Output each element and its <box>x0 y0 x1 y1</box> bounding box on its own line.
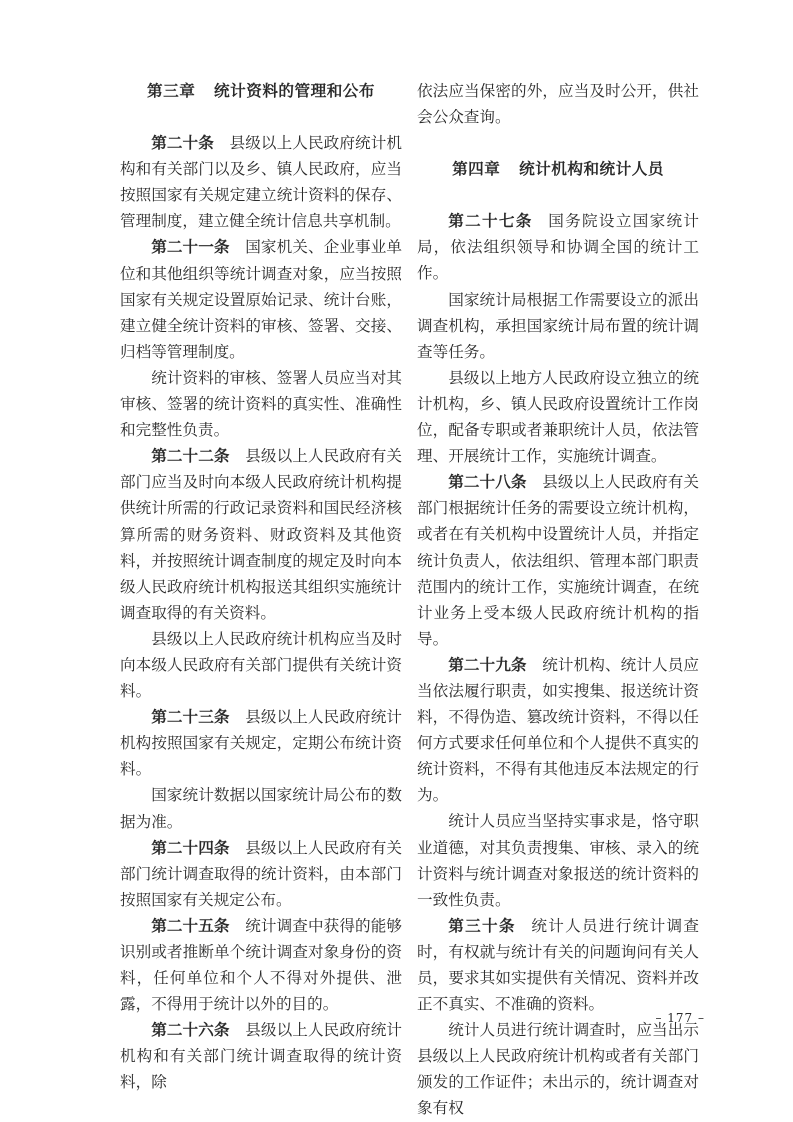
article-27 <box>417 208 699 286</box>
article-text: 统计人员进行统计调查时，有权就与统计有关的问题询问有关人员，要求其如实提供有关情况、资料并改正不真实、不准确的资料。 <box>417 916 699 1014</box>
chapter-title: 统计机构和统计人员 <box>519 160 664 179</box>
article-text: 县级以上人民政府统计机构和有关部门以及乡、镇人民政府，应当按照国家有关规定建立统计资料的保存、管理制度，建立健全统计信息共享机制。 <box>120 134 402 231</box>
article-27-paragraph-3: 县级以上地方人民政府设立独立的统计机构，乡、镇人民政府设置统计工作岗位，配备专职或者兼职统计人员，依法管理、开展统计工作，实施统计调查。 <box>417 368 699 466</box>
article-29-paragraph-2: 统计人员应当坚持实事求是，恪守职业道德，对其负责搜集、审核、录入的统计资料与统计调查对象报送的统计资料的一致性负责。 <box>417 812 699 909</box>
article-text: 县级以上人民政府有关部门统计调查取得的统计资料，由本部门按照国家有关规定公布。 <box>120 838 402 909</box>
article-23-paragraph-2: 国家统计数据以国家统计局公布的数据为准。 <box>120 786 402 831</box>
article-text: 国务院设立国家统计局，依法组织领导和协调全国的统计工作。 <box>417 212 699 283</box>
article-label: 第二十四条 <box>151 838 230 857</box>
article-label: 第二十九条 <box>448 655 527 674</box>
article-27-paragraph-2: 国家统计局根据工作需要设立的派出调查机构，承担国家统计局布置的统计调查等任务。 <box>417 290 699 361</box>
article-25 <box>120 913 402 1017</box>
page-number: – 177 – <box>655 1011 705 1025</box>
chapter-number: 第三章 <box>147 82 196 100</box>
article-label: 第二十三条 <box>151 708 230 727</box>
left-column <box>120 78 402 1096</box>
article-30-paragraph-2: 统计人员进行统计调查时，应当出示县级以上人民政府统计机构或者有关部门颁发的工作证件；未出示的，统计调查对象有权 <box>417 1021 699 1118</box>
article-22 <box>120 443 402 626</box>
article-30 <box>417 913 699 1017</box>
article-label: 第二十条 <box>151 134 214 153</box>
article-text: 国家机关、企业事业单位和其他组织等统计调查对象，应当按照国家有关规定设置原始记录、统计台账，建立健全统计资料的审核、签署、交接、归档等管理制度。 <box>120 238 402 361</box>
article-22-paragraph-2: 县级以上人民政府统计机构应当及时向本级人民政府有关部门提供有关统计资料。 <box>120 629 402 701</box>
chapter-title: 统计资料的管理和公布 <box>214 82 375 100</box>
article-24 <box>120 835 402 913</box>
article-label: 第三十条 <box>448 916 516 935</box>
article-text: 县级以上人民政府有关部门根据统计任务的需要设立统计机构，或者在有关机构中设置统计人员，并指定统计负责人，依法组织、管理本部门职责范围内的统计工作，实施统计调查，在统计业务上受本级人民政府统计机构的指导。 <box>417 473 699 648</box>
article-label: 第二十五条 <box>151 916 230 935</box>
article-text: 统计调查中获得的能够识别或者推断单个统计调查对象身份的资料，任何单位和个人不得对外提供、泄露，不得用于统计以外的目的。 <box>120 916 402 1014</box>
article-26 <box>120 1017 402 1095</box>
article-label: 第二十一条 <box>151 238 230 257</box>
chapter-three-heading <box>120 78 402 104</box>
article-label: 第二十八条 <box>448 473 527 492</box>
article-label: 第二十六条 <box>151 1021 230 1040</box>
article-label: 第二十二条 <box>151 447 230 466</box>
chapter-number: 第四章 <box>452 160 501 179</box>
article-text: 县级以上人民政府统计机构按照国家有关规定，定期公布统计资料。 <box>120 708 402 779</box>
article-21-paragraph-2: 统计资料的审核、签署人员应当对其审核、签署的统计资料的真实性、准确性和完整性负责。 <box>120 368 402 440</box>
article-28 <box>417 469 699 652</box>
article-21 <box>120 234 402 364</box>
article-text: 县级以上人民政府统计机构和有关部门统计调查取得的统计资料，除 <box>120 1021 402 1092</box>
article-text: 统计机构、统计人员应当依法履行职责，如实搜集、报送统计资料，不得伪造、篡改统计资料，不得以任何方式要求任何单位和个人提供不真实的统计资料，不得有其他违反本法规定的行为。 <box>417 655 699 805</box>
article-label: 第二十七条 <box>448 212 533 231</box>
article-26-continued: 依法应当保密的外，应当及时公开，供社会公众查询。 <box>417 82 699 127</box>
article-29 <box>417 652 699 809</box>
right-column <box>417 78 699 1122</box>
chapter-four-heading <box>417 156 699 182</box>
article-text: 县级以上人民政府有关部门应当及时向本级人民政府统计机构提供统计所需的行政记录资料和国民经济核算所需的财务资料、财政资料及其他资料，并按照统计调查制度的规定及时向本级人民政府统计机构报送其组织实施统计调查取得的有关资料。 <box>120 447 402 622</box>
article-20 <box>120 130 402 234</box>
article-23 <box>120 704 402 782</box>
